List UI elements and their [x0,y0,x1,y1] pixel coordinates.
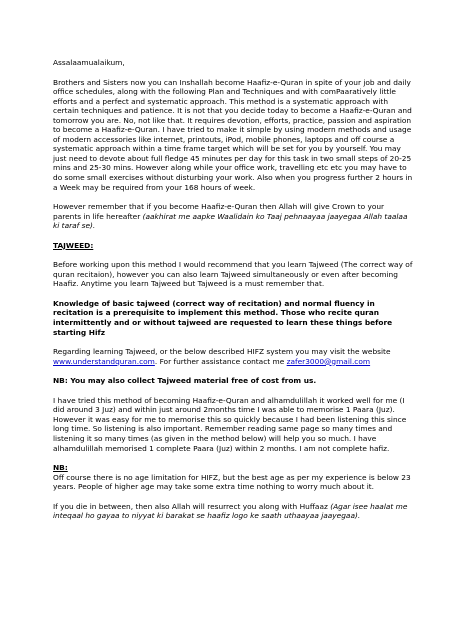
nb-heading: NB: [53,463,68,473]
resurrection-italic-text: (Agar isee haalat me inteqaal ho gayaa to niyyat ki barakat se haafiz logo ke saath uthaayaa jaayegaa). [53,501,408,521]
crown-text: However remember that if you become Haafiz-e-Quran then Allah will give Crown to your parents in life hereafter [53,202,385,221]
contact-text-2: . For further assistance contact me [154,356,287,366]
prerequisite-paragraph: Knowledge of basic tajweed (correct way of recitation) and normal fluency in recitation is a prerequisite to implement this method. Those who recite quran intermittently and or without tajweed are requested to learn these things before starting Hifz [53,298,393,337]
intro-paragraph: Brothers and Sisters now you can Inshallah become Haafiz-e-Quran in spite of your job and daily office schedules, along with the following Plan and Techniques and with comPaaratively little efforts and a perfect and systematic approach. This method is a systematic approach with certain techniques and patience. It is not that you decide today to become a Haafiz-e-Quran and tomorrow you are. No, not like that. It requires devotion, efforts, practice, passion and aspiration to become a Haafiz-e-Quran. I have tried to make it simple by using modern methods and usage of modern accessories like internet, printouts, iPod, mobile phones, laptops and off course a systematic approach within a time frame target which will be set for you by yourself. You may just need to devote about full fledge 45 minutes per day for this task in two small steps of 20-25 mins and 25-30 mins. However along while your office work, travelling etc etc you may have to do some small exercises without disturbing your work. Also when you progress further 2 hours in a Week may be required from your 168 hours of week. [53,77,413,192]
resurrection-paragraph [53,502,413,521]
contact-text-1: Regarding learning Tajweed, or the below described HIFZ system you may visit the website [53,347,391,357]
nb-tajweed-material: NB: You may also collect Tajweed material free of cost from us. [53,376,317,386]
email-link[interactable]: zafer3000@gmail.com [286,356,371,366]
resurrection-text: If you die in between, then also Allah will resurrect you along with Huffaaz [53,501,331,511]
document-body [53,58,413,531]
crown-italic-text: (aakhirat me aapke Waalidain ko Taaj pehnaayaa jaayegaa Allah taalaa ki taraf se). [53,211,408,231]
contact-paragraph [53,347,413,366]
greeting: Assalaamualaikum, [53,58,125,67]
experience-paragraph: I have tried this method of becoming Haafiz-e-Quran and alhamdulillah it worked well for me (I did around 3 Juz) and within just around 2months time I was able to memorise 1 Paara (Juz). However it was easy for me to memorise this so quickly because I had been listening this since long time. So listening is also important. Remember reading same page so many times and listening it so many times (as given in the method below) will help you so much. I have alhamdulillah memorised 1 complete Paara (Juz) within 2 months. I am not complete hafiz. [53,395,407,453]
crown-paragraph [53,202,413,231]
tajweed-paragraph: Before working upon this method I would recommend that you learn Tajweed (The correct way of quran recitaion), however you can also learn Tajweed simultaneously or even after becoming Haafiz. Anytime you learn Tajweed but Tajweed is a must remember that. [53,260,413,289]
website-link[interactable]: www.understandquran.com [53,356,155,366]
tajweed-heading: TAJWEED: [53,240,94,250]
age-paragraph: Off course there is no age limitation for HIFZ, but the best age as per my experience is below 23 years. People of higher age may take some extra time nothing to worry much about it. [53,472,411,492]
